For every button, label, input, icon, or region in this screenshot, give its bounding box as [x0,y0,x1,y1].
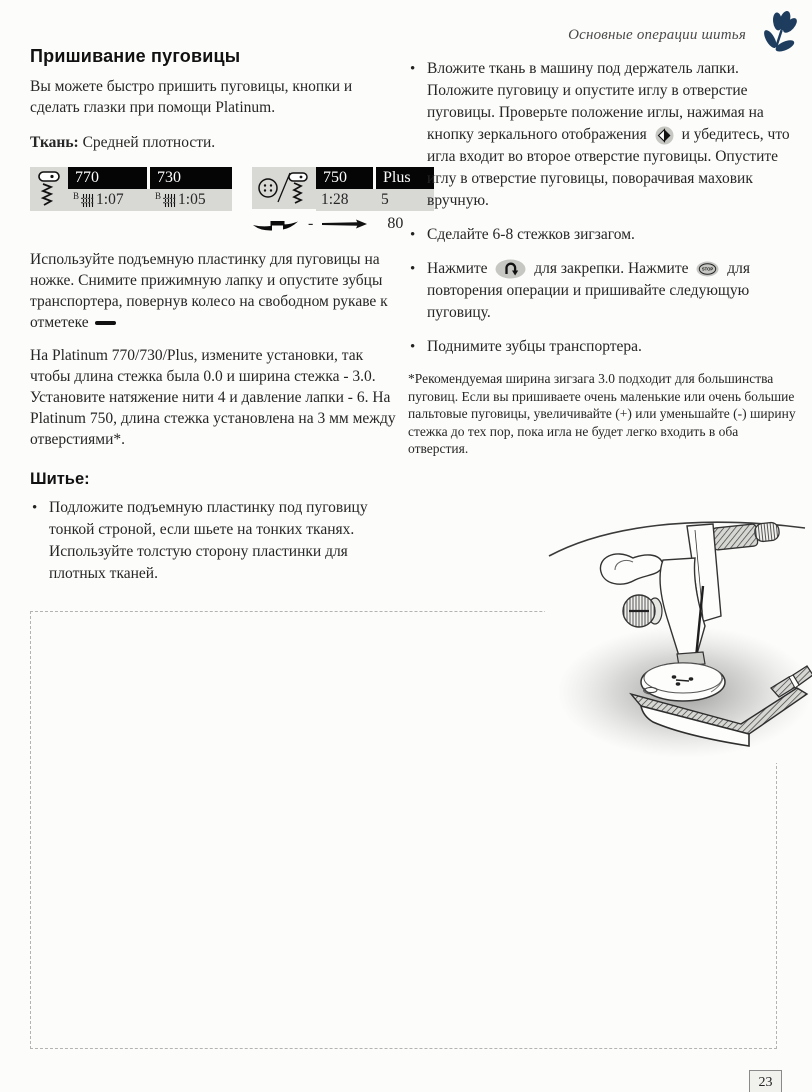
svg-text:STOP: STOP [702,267,714,273]
mirror-button-icon [655,126,674,145]
freearm-mark-icon [95,321,116,325]
fabric-label: Ткань: [30,134,79,151]
list-item: • Нажмите для закрепки. Нажмите STOP для повторения операции и пришивайте следующую пуговицу. [408,258,798,324]
freearm-paragraph: Используйте подъемную пластинку для пуговицы на ножке. Снимите прижимную лапку и опустите зубцы транспортера, повернув колесо на свободном рукаве к отметеке [30,251,388,331]
steps-list [408,58,798,358]
list-item: • Поднимите зубцы транспортера. [408,336,798,358]
page-header [568,10,802,60]
settings-paragraph: На Platinum 770/730/Plus, измените установки, так чтобы длина стежка была 0.0 и ширина стежка - 3.0. Установите натяжение нити 4 и давление лапки - 6. На Platinum 750, длина стежка установлена на 3 мм между отверстиями*. [30,347,396,448]
model-header: 750 [316,167,376,189]
stitch-value: B 1:05 [150,189,232,211]
needle-size-icon [322,218,378,230]
presser-foot-icon [252,217,299,232]
settings-table-750-plus-block [252,167,434,233]
model-header: Plus [376,167,434,189]
left-column [30,46,411,597]
needle-size: 80 [387,215,404,232]
sewing-list [30,497,402,585]
button-sewing-illustration [545,496,812,763]
settings-tables [30,167,411,233]
chapter-title: Основные операции шитья [568,26,746,43]
settings-table-770-730 [30,167,232,211]
stitch-pattern-icon [81,194,94,207]
model-header: 770 [68,167,150,189]
list-item: • Сделайте 6-8 стежков зигзагом. [408,224,798,246]
stitch-pattern-icon [163,194,176,207]
list-item: • Подложите подъемную пластинку под пуговицу тонкой строной, если шьете на тонких тканях. Используйте толстую сторону пластинки для плотных тканей. [30,497,402,585]
stitch-value: 1:28 [316,189,376,211]
tulip-icon [756,10,802,60]
fabric-line [30,132,402,153]
sewing-heading: Шитье: [30,470,90,488]
fabric-value: Средней плотности. [82,134,216,151]
button-and-zigzag-icon [252,167,316,209]
button-shank-zigzag-icon [30,167,68,211]
stop-button-icon [696,261,719,277]
page-title: Пришивание пуговицы [30,46,241,66]
foot-dash: - [308,215,314,232]
footnote: *Рекомендуемая ширина зигзага 3.0 подходит для большинства пуговиц. Если вы пришиваете очень маленькие или очень большие пальтовые пуговицы, увеличивайте (+) или уменьшайте (-) ширину стежка до тех пор, пока игла не будет легко входить в оба отверстия. [408,371,796,456]
stitch-value: 5 [376,189,434,211]
reverse-button-icon [495,259,526,279]
settings-table-750-plus [252,167,434,211]
right-column [408,58,798,471]
foot-and-needle-row [252,215,434,233]
stitch-value: B 1:07 [68,189,150,211]
intro-paragraph: Вы можете быстро пришить пуговицы, кнопки и сделать глазки при помощи Platinum. [30,78,353,116]
model-header: 730 [150,167,232,189]
page-number: 23 [749,1070,782,1092]
list-item: • Вложите ткань в машину под держатель лапки. Положите пуговицу и опустите иглу в отверстие пуговицы. Проверьте положение иглы, нажимая на кнопку зеркального отображения и убедитесь, что игла входит во второе отверстие пуговицы. Опустите иглу в отверстие пуговицы, поворачивая маховик вручную. [408,58,798,212]
